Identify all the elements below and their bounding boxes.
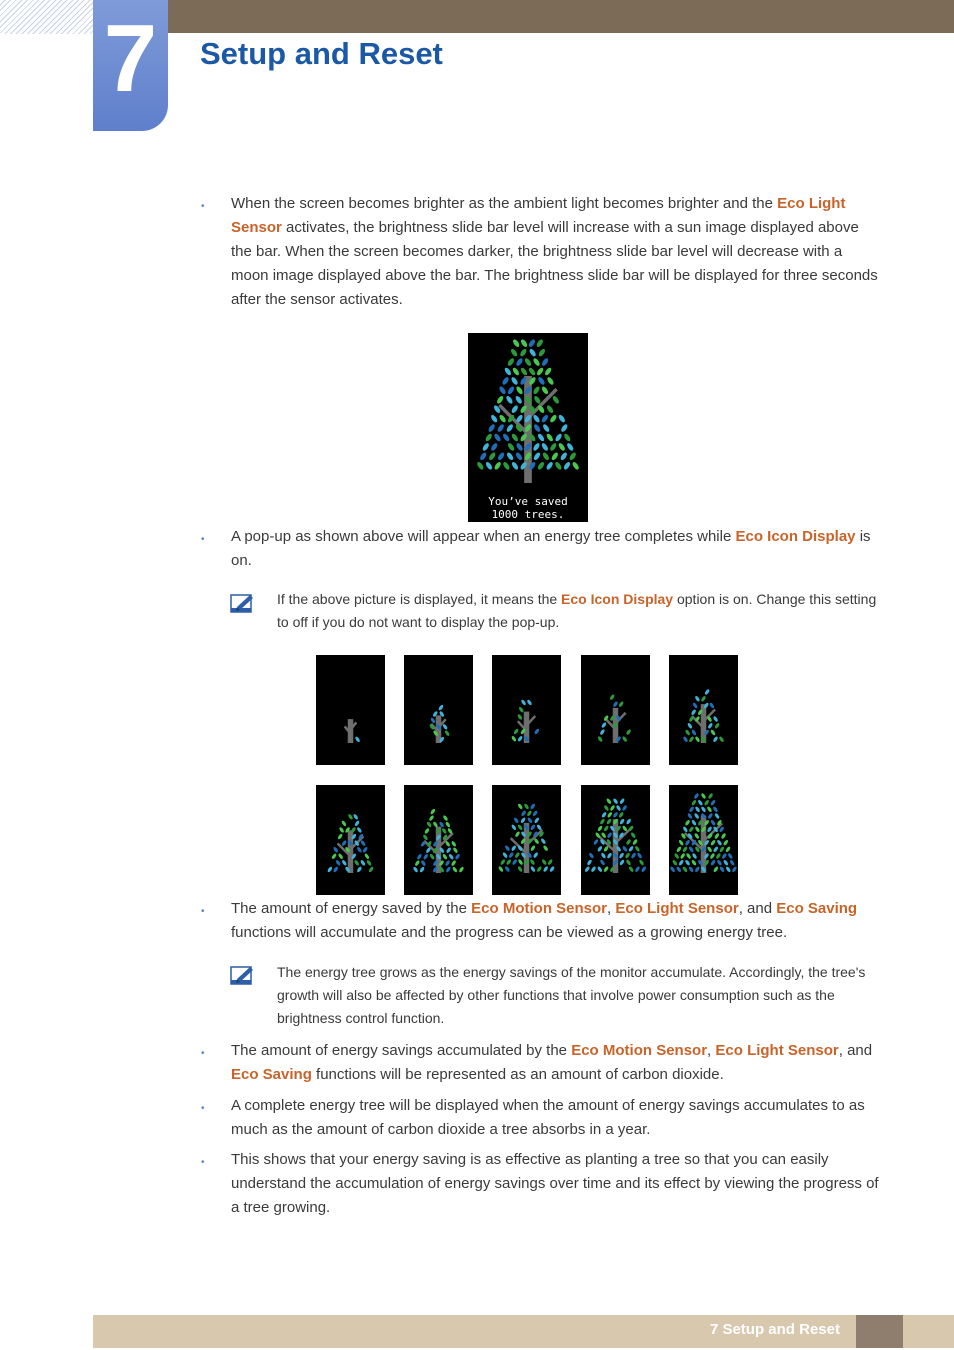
energy-tree-popup-image [468,333,588,522]
text-run: , [707,1042,716,1059]
text-run: , [607,900,616,917]
note-tree-growth: The energy tree grows as the energy savings of the monitor accumulate. Accordingly, the tree's growth will also be affected by other functions that involve power consumption such as the brightness control function. [277,964,866,1026]
text-run: option is on. Change this setting to off if you do not want to display the pop-up. [277,591,877,630]
tree-growth-stage [669,785,738,895]
growing-tree-icon [316,655,385,765]
page-title: Setup and Reset [200,36,443,71]
tree-growth-stage [492,655,561,765]
text-run: The amount of energy savings accumulated by the [231,1042,572,1059]
tree-growth-stage [316,655,385,765]
note-eco-icon-display [277,588,883,634]
paragraph-complete-tree: A complete energy tree will be displayed when the amount of energy savings accumulates to as much as the amount of carbon dioxide a tree absorbs in a year. [231,1097,865,1138]
text-run: The amount of energy saved by the [231,900,472,917]
growing-tree-icon [492,785,561,895]
paragraph-carbon-dioxide [231,1039,883,1087]
growing-tree-icon [404,655,473,765]
bullet-marker: • [201,1103,205,1114]
term-eco-saving: Eco Saving [776,900,858,917]
text-run: is on. [231,528,871,569]
header-bar [93,0,954,33]
paragraph-effectiveness: This shows that your energy saving is as effective as planting a tree so that you can easily understand the accumulation of energy savings over time and its effect by viewing the progress of a tree growing. [231,1151,879,1216]
bullet-marker: • [201,1048,205,1059]
text-run: , and [838,1042,873,1059]
term-eco-saving: Eco Saving [231,1066,312,1083]
growing-tree-icon [492,655,561,765]
text-run: functions will be represented as an amount of carbon dioxide. [311,1066,724,1083]
text-run: If the above picture is displayed, it means the [277,591,562,607]
term-eco-light-sensor: Eco Light Sensor [231,195,846,236]
full-energy-tree-icon [468,333,588,493]
term-eco-light-sensor: Eco Light Sensor [715,1042,839,1059]
tree-growth-stage [404,785,473,895]
header-decoration [0,0,93,34]
tree-growth-stage [404,655,473,765]
growing-tree-icon [581,655,650,765]
bullet-marker: • [201,201,205,212]
growing-tree-icon [669,785,738,895]
tree-growth-stage [316,785,385,895]
text-run: A pop-up as shown above will appear when an energy tree completes while [231,528,736,545]
paragraph-energy-accumulation [231,897,883,945]
chapter-number-tab: 7 [93,0,168,131]
term-eco-motion-sensor: Eco Motion Sensor [471,900,607,917]
note-icon [230,593,255,615]
growing-tree-icon [404,785,473,895]
bullet-marker: • [201,534,205,545]
tree-growth-stage [492,785,561,895]
note-icon [230,965,255,987]
text-run: functions will accumulate and the progress can be viewed as a growing energy tree. [231,924,788,941]
growing-tree-icon [316,785,385,895]
text-run: When the screen becomes brighter as the ambient light becomes brighter and the [231,195,778,212]
footer-chapter-label: 7 Setup and Reset [709,1321,840,1338]
text-run: activates, the brightness slide bar level will increase with a sun image displayed above the bar. When the screen becomes darker, the brightness slide bar level will decrease with a moon image displayed above the bar. The brightness slide bar will be displayed for three seconds after the sensor activates. [231,219,878,308]
page-number-box [856,1315,903,1348]
term-eco-motion-sensor: Eco Motion Sensor [571,1042,708,1059]
tree-growth-stage [581,655,650,765]
bullet-marker: • [201,1157,205,1168]
popup-message: You’ve saved 1000 trees. [488,495,568,521]
tree-growth-stage [669,655,738,765]
growing-tree-icon [581,785,650,895]
paragraph-eco-light-sensor [231,192,883,312]
term-eco-icon-display: Eco Icon Display [735,528,856,545]
text-run: , and [738,900,777,917]
term-eco-icon-display: Eco Icon Display [561,591,674,607]
tree-growth-stage [581,785,650,895]
growing-tree-icon [669,655,738,765]
bullet-marker: • [201,906,205,917]
term-eco-light-sensor: Eco Light Sensor [615,900,739,917]
paragraph-popup-info [231,525,883,573]
